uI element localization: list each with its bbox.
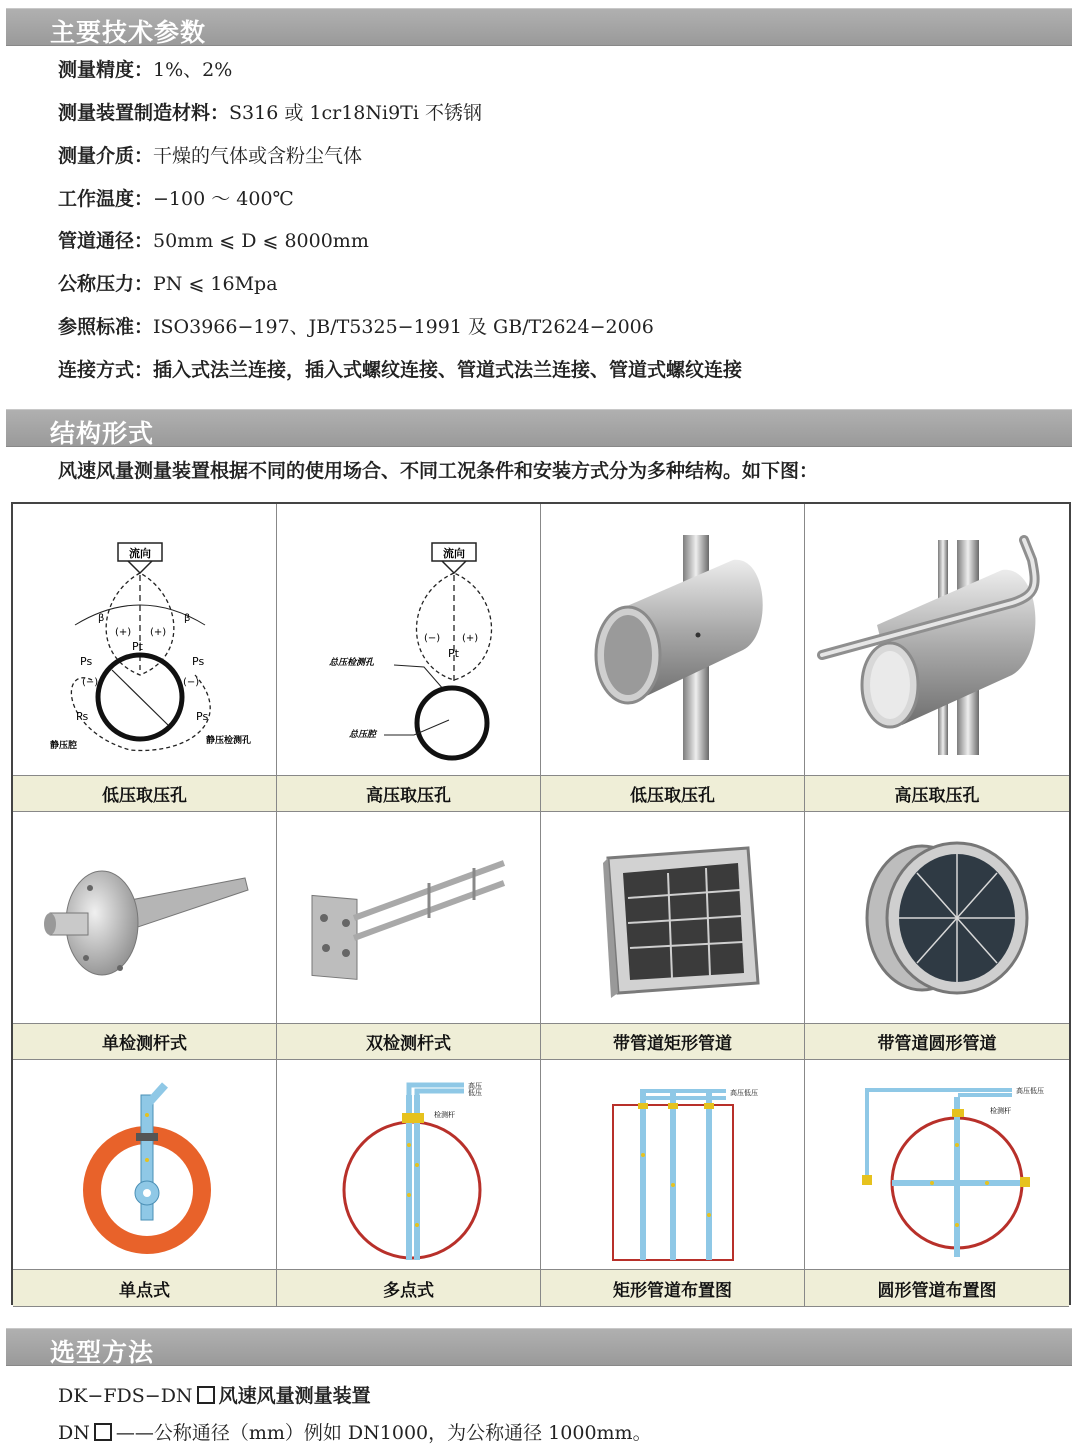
high-low-label: 高压低压 (1016, 1086, 1044, 1095)
section-title: 选型方法 (50, 1338, 155, 1367)
beta-label: β (97, 612, 104, 624)
section-header-structure (6, 409, 1072, 447)
spec-medium: 测量介质：干燥的气体或含粉尘气体 (58, 145, 363, 167)
structure-grid (11, 502, 1071, 1305)
diagram-high-pressure-hole (277, 504, 541, 776)
model-dn-line: DN ——公称通径（mm）例如 DN1000，为公称通径 1000mm。 (58, 1422, 652, 1444)
minus-label: (−) (182, 676, 199, 688)
photo-double-rod (277, 812, 541, 1024)
spec-connection: 连接方式：插入式法兰连接，插入式螺纹连接、管道式法兰连接、管道式螺纹连接 (58, 359, 743, 381)
model-code-line: DK−FDS−DN 风速风量测量装置 (58, 1385, 371, 1407)
minus-label: (−) (81, 676, 98, 688)
section-header-specs (6, 8, 1072, 46)
photo-low-pressure-pipe (541, 504, 805, 776)
structure-intro: 风速风量测量装置根据不同的使用场合、不同工况条件和安装方式分为多种结构。如下图： (58, 460, 819, 482)
ps-label: Ps (195, 709, 208, 723)
flow-label: 流向 (442, 546, 465, 560)
caption: 圆形管道布置图 (805, 1270, 1069, 1307)
ps-label: Ps (75, 709, 88, 723)
caption: 带管道圆形管道 (805, 1024, 1069, 1060)
spec-accuracy: 测量精度：1%、2% (58, 59, 233, 81)
spec-standard: 参照标准：ISO3966−197、JB/T5325−1991 及 GB/T2624−2006 (58, 316, 654, 338)
detect-rod-label: 检测杆 (990, 1106, 1011, 1115)
diagram-single-point (13, 1060, 277, 1270)
beta-label: β (183, 612, 190, 624)
caption: 高压取压孔 (277, 776, 541, 812)
section-title: 主要技术参数 (50, 18, 207, 47)
spec-diameter: 管道通径：50mm ⩽ D ⩽ 8000mm (58, 230, 369, 252)
caption: 矩形管道布置图 (541, 1270, 805, 1307)
diagram-round-layout (805, 1060, 1069, 1270)
caption: 高压取压孔 (805, 776, 1069, 812)
section-header-selection (6, 1328, 1072, 1366)
photo-rect-duct (541, 812, 805, 1024)
plus-label: (+) (149, 626, 166, 638)
ps-label: Ps (191, 654, 204, 668)
caption: 带管道矩形管道 (541, 1024, 805, 1060)
low-pressure-label: 低压 (467, 1088, 482, 1097)
total-chamber-label: 总压腔 (348, 729, 376, 740)
static-hole-label: 静压检测孔 (205, 735, 251, 746)
section-title: 结构形式 (50, 419, 155, 448)
photo-high-pressure-pipe (805, 504, 1069, 776)
ps-label: Ps (79, 654, 92, 668)
pt-label: Pt (447, 646, 459, 660)
caption: 低压取压孔 (13, 776, 277, 812)
pt-label: Pt (131, 639, 143, 653)
minus-label: (−) (423, 632, 440, 644)
flow-label: 流向 (128, 546, 151, 560)
total-hole-label: 总压检测孔 (328, 657, 374, 668)
caption: 双检测杆式 (277, 1024, 541, 1060)
plus-label: (+) (461, 632, 478, 644)
photo-round-duct (805, 812, 1069, 1024)
photo-single-rod (13, 812, 277, 1024)
spec-material: 测量装置制造材料：S316 或 1cr18Ni9Ti 不锈钢 (58, 102, 482, 124)
caption: 单检测杆式 (13, 1024, 277, 1060)
high-low-label: 高压低压 (729, 1088, 758, 1097)
placeholder-box (197, 1386, 215, 1404)
caption: 单点式 (13, 1270, 277, 1307)
static-chamber-label: 静压腔 (49, 740, 77, 751)
high-pressure-label: 高压 (467, 1081, 482, 1090)
detect-rod-label: 检测杆 (433, 1110, 455, 1119)
plus-label: (+) (114, 626, 131, 638)
caption: 低压取压孔 (541, 776, 805, 812)
diagram-low-pressure-hole (13, 504, 277, 776)
spec-temperature: 工作温度：−100 ～ 400℃ (58, 188, 294, 210)
caption: 多点式 (277, 1270, 541, 1307)
diagram-multi-point (277, 1060, 541, 1270)
diagram-rect-layout (541, 1060, 805, 1270)
placeholder-box (94, 1423, 112, 1441)
spec-pressure: 公称压力：PN ⩽ 16Mpa (58, 273, 278, 295)
